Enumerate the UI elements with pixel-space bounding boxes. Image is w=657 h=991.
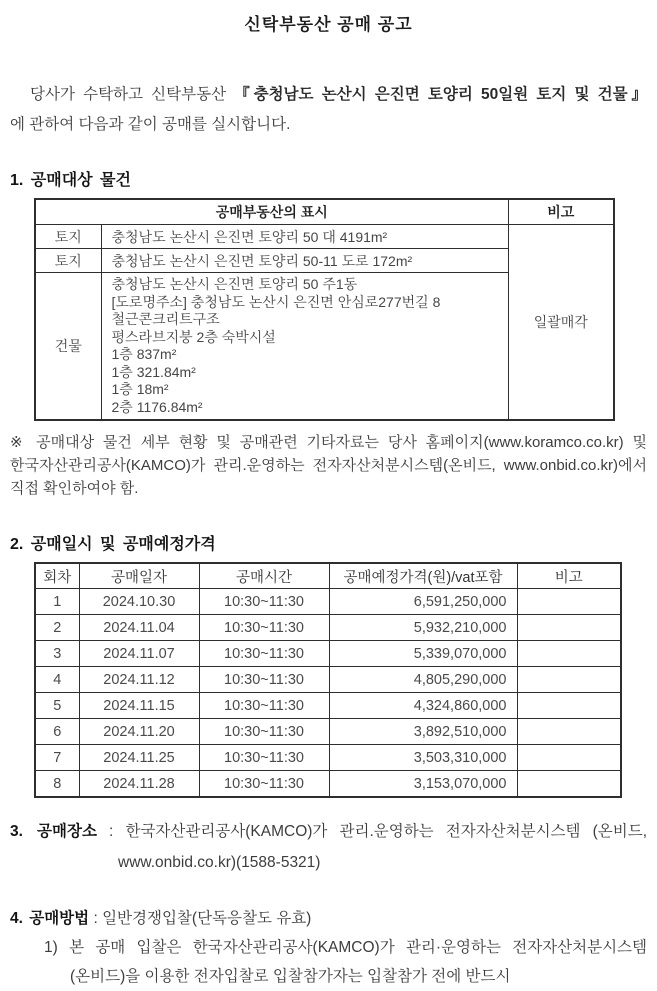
- date-cell: 2024.11.12: [79, 667, 199, 693]
- price-cell: 3,503,310,000: [329, 745, 517, 771]
- table-row: [35, 693, 621, 719]
- time-cell: 10:30~11:30: [199, 693, 329, 719]
- date-cell: 2024.11.25: [79, 745, 199, 771]
- property-table-header-note: 비고: [508, 199, 614, 225]
- schedule-header-note: 비고: [517, 563, 621, 589]
- date-cell: 2024.11.28: [79, 771, 199, 798]
- section4-value: 일반경쟁입찰(단독응찰도 유효): [102, 910, 312, 927]
- time-cell: 10:30~11:30: [199, 589, 329, 615]
- date-cell: 2024.11.07: [79, 641, 199, 667]
- round-cell: 4: [35, 667, 79, 693]
- property-description: 충청남도 논산시 은진면 토양리 50 대 4191m²: [101, 225, 508, 249]
- time-cell: 10:30~11:30: [199, 719, 329, 745]
- building-line: [도로명주소] 충청남도 논산시 은진면 안심로277번길 8: [111, 293, 441, 310]
- date-cell: 2024.11.15: [79, 693, 199, 719]
- note-cell: [517, 667, 621, 693]
- building-line: 철근콘크리트구조: [111, 311, 220, 327]
- note-cell: [517, 719, 621, 745]
- property-table-header-description: 공매부동산의 표시: [35, 199, 508, 225]
- property-type: 토지: [35, 249, 101, 273]
- price-cell: 5,932,210,000: [329, 615, 517, 641]
- date-cell: 2024.10.30: [79, 589, 199, 615]
- schedule-header-round: 회차: [35, 563, 79, 589]
- section1-heading: 1. 공매대상 물건: [10, 172, 131, 189]
- date-cell: 2024.11.04: [79, 615, 199, 641]
- schedule-header-price: 공매예정가격(원)/vat포함: [329, 563, 517, 589]
- intro-prefix: 당사가 수탁하고 신탁부동산: [30, 86, 235, 103]
- note-cell: [517, 589, 621, 615]
- building-line: 2층 1176.84m²: [111, 398, 203, 415]
- table-row: [35, 225, 614, 249]
- section2-heading: 2. 공매일시 및 공매예정가격: [10, 536, 216, 553]
- property-type: 건물: [35, 273, 101, 421]
- building-line: 1층 18m²: [111, 381, 169, 397]
- time-cell: 10:30~11:30: [199, 745, 329, 771]
- round-cell: 7: [35, 745, 79, 771]
- section4-item-1: 1) 본 공매 입찰은 한국자산관리공사(KAMCO)가 관리·운영하는 전자자산처분시스템(온비드)을 이용한 전자입찰로 입찰참가자는 입찰참가 전에 반드시: [44, 939, 647, 985]
- date-cell: 2024.11.20: [79, 719, 199, 745]
- note-cell: [517, 641, 621, 667]
- section3-separator: :: [96, 823, 126, 840]
- round-cell: 6: [35, 719, 79, 745]
- time-cell: 10:30~11:30: [199, 667, 329, 693]
- page-title: 신탁부동산 공매 공고: [244, 15, 413, 34]
- price-cell: 4,805,290,000: [329, 667, 517, 693]
- section3-location: [10, 816, 647, 878]
- table-row: [35, 771, 621, 798]
- schedule-header-date: 공매일자: [79, 563, 199, 589]
- section1-footnote: ※ 공매대상 물건 세부 현황 및 공매관련 기타자료는 당사 홈페이지(www.koramco.co.kr) 및 한국자산관리공사(KAMCO)가 관리.운영하는 전자자산처분시스템(온비드, www.onbid.co.kr)에서 직접 확인하여야 함.: [10, 434, 647, 497]
- note-cell: [517, 745, 621, 771]
- note-cell: [517, 771, 621, 798]
- property-description: 충청남도 논산시 은진면 토양리 50-11 도로 172m²: [101, 249, 508, 273]
- schedule-header-time: 공매시간: [199, 563, 329, 589]
- time-cell: 10:30~11:30: [199, 615, 329, 641]
- building-description: [101, 273, 508, 421]
- round-cell: 5: [35, 693, 79, 719]
- round-cell: 3: [35, 641, 79, 667]
- section4-method: [10, 904, 647, 991]
- note-cell: [517, 693, 621, 719]
- property-note: 일괄매각: [508, 225, 614, 421]
- intro-line-1: [10, 80, 647, 110]
- time-cell: 10:30~11:30: [199, 641, 329, 667]
- price-cell: 6,591,250,000: [329, 589, 517, 615]
- price-cell: 3,153,070,000: [329, 771, 517, 798]
- building-line: 1층 837m²: [111, 346, 177, 362]
- section3-label: 3. 공매장소: [10, 823, 97, 840]
- property-table-header-row: [35, 199, 614, 225]
- table-row: [35, 589, 621, 615]
- section4-separator: :: [89, 910, 103, 927]
- table-row: [35, 667, 621, 693]
- section4-head: [10, 904, 647, 933]
- table-row: [35, 719, 621, 745]
- round-cell: 1: [35, 589, 79, 615]
- price-cell: 3,892,510,000: [329, 719, 517, 745]
- section4-label: 4. 공매방법: [10, 910, 90, 927]
- property-table: [34, 198, 615, 421]
- intro-line-2: 에 관하여 다음과 같이 공매를 실시합니다.: [10, 116, 291, 133]
- building-line: 1층 321.84m²: [111, 363, 196, 380]
- building-line: 충청남도 논산시 은진면 토양리 50 주1동: [111, 276, 358, 292]
- table-row: [35, 745, 621, 771]
- intro-paragraph: [10, 80, 647, 140]
- time-cell: 10:30~11:30: [199, 771, 329, 798]
- table-row: [35, 641, 621, 667]
- note-cell: [517, 615, 621, 641]
- building-line: 평스라브지붕 2층 숙박시설: [111, 328, 276, 345]
- property-subject: 『충청남도 논산시 은진면 토양리 50일원 토지 및 건물』: [234, 86, 647, 103]
- schedule-table: [34, 562, 622, 798]
- round-cell: 8: [35, 771, 79, 798]
- section3-text: 한국자산관리공사(KAMCO)가 관리.운영하는 전자자산처분시스템 (온비드, www.onbid.co.kr)(1588-5321): [118, 823, 647, 871]
- property-type: 토지: [35, 225, 101, 249]
- table-row: [35, 615, 621, 641]
- price-cell: 4,324,860,000: [329, 693, 517, 719]
- round-cell: 2: [35, 615, 79, 641]
- price-cell: 5,339,070,000: [329, 641, 517, 667]
- schedule-table-header-row: [35, 563, 621, 589]
